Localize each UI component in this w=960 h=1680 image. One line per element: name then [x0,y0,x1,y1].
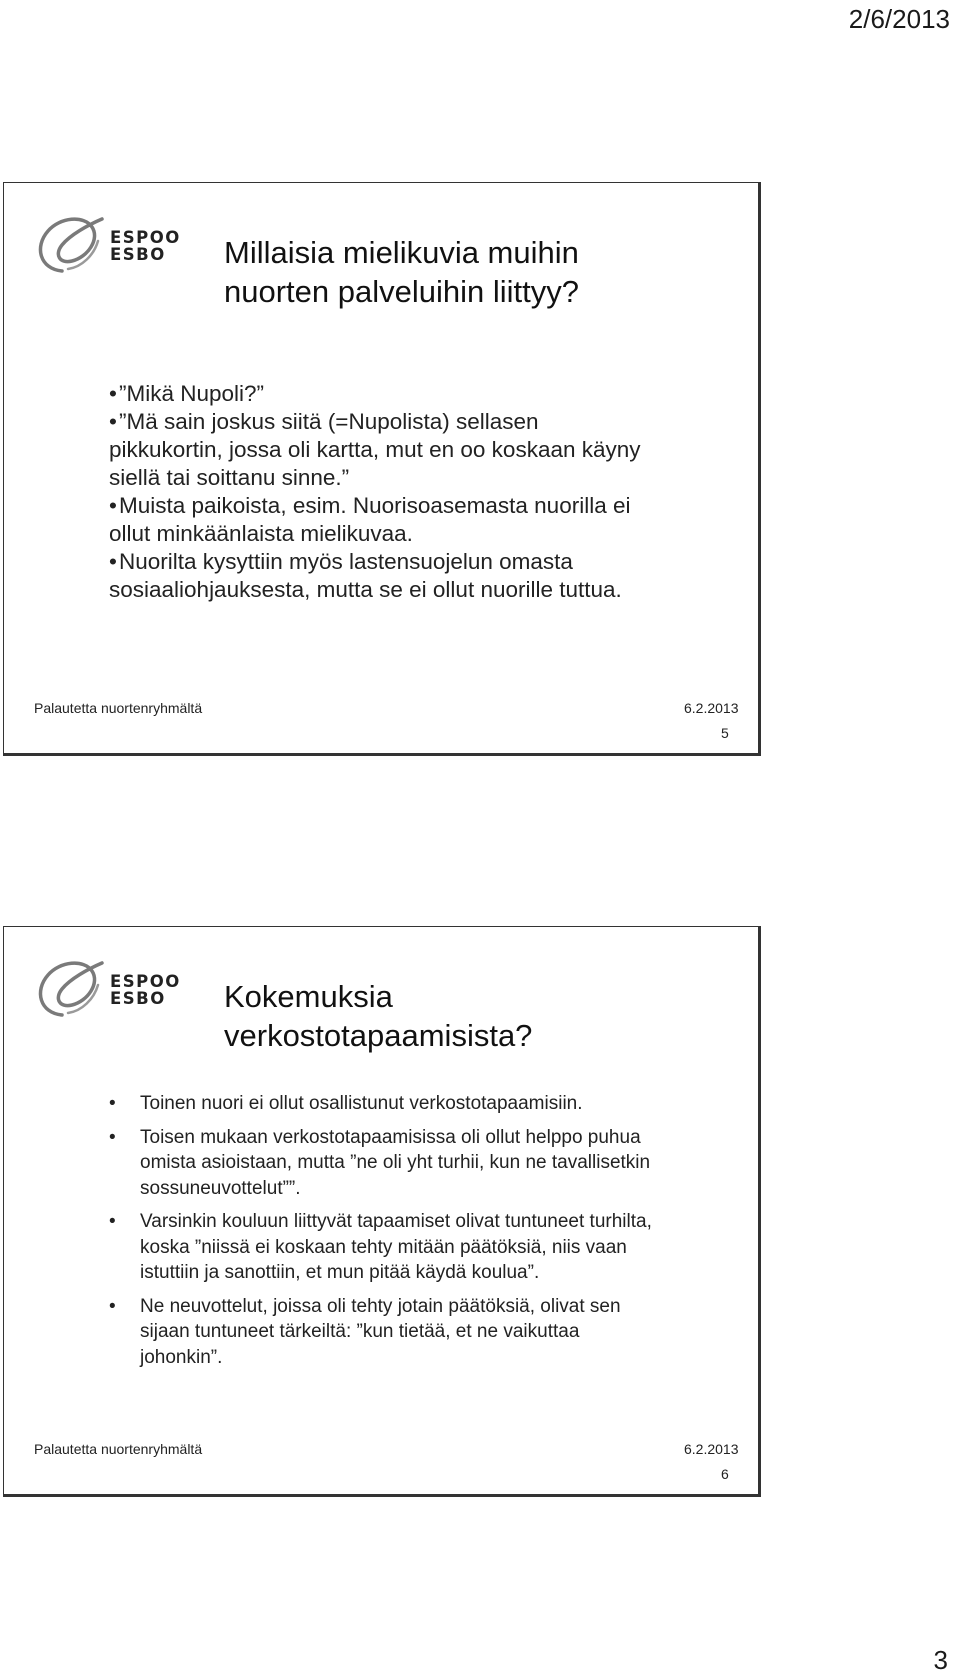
bullet-dot: • [109,1126,116,1148]
logo-text-esbo: ESBO [110,245,166,264]
bullet-item [109,1294,749,1371]
espoo-logo [32,209,182,279]
page-date: 2/6/2013 [848,4,950,34]
espoo-logo [32,953,182,1023]
slide-number: 5 [721,725,729,741]
bullet-item [109,1125,749,1202]
bullet-line: omista asioistaan, mutta ”ne oli yht turhii, kun ne tavallisetkin [140,1152,651,1173]
title-line-2: nuorten palveluihin liittyy? [224,274,579,309]
bullet-item [109,548,749,604]
bullet-dot: • [109,1211,116,1232]
bullet-dot: • [109,549,117,574]
bullet-line: koska ”niissä ei koskaan tehty mitään päätöksiä, niis vaan [140,1236,627,1258]
bullet-line: Toinen nuori ei ollut osallistunut verkostotapaamisiin. [140,1093,583,1114]
bullet-dot: • [109,381,117,406]
espoo-swirl-icon [32,953,112,1023]
logo-text-esbo: ESBO [110,989,166,1008]
bullet-line: siellä tai soittanu sinne.” [109,465,350,490]
bullet-dot: • [109,1295,116,1317]
slide-title [224,233,744,311]
slide-footer-source: Palautetta nuortenryhmältä [34,700,203,716]
slide-footer-source: Palautetta nuortenryhmältä [34,1441,203,1457]
slide-5 [3,182,761,756]
bullet-line: ”Mä sain joskus siitä (=Nupolista) sellasen [119,409,539,434]
bullet-line: Nuorilta kysyttiin myös lastensuojelun omasta [119,549,573,574]
page-number: 3 [933,1645,948,1675]
bullet-line: Muista paikoista, esim. Nuorisoasemasta nuorilla ei [119,493,631,518]
bullet-line: sijaan tuntuneet tärkeiltä: ”kun tietää, et ne vaikuttaa [140,1321,580,1342]
bullet-item [109,492,749,548]
bullet-line: Toisen mukaan verkostotapaamisissa oli ollut helppo puhua [140,1126,641,1148]
slide-footer-date: 6.2.2013 [684,1441,739,1457]
bullet-line: ollut minkäänlaista mielikuvaa. [109,521,413,546]
bullet-line: sossuneuvottelut””. [140,1177,301,1199]
bullet-dot: • [109,1093,116,1114]
title-line-2: verkostotapaamisista? [224,1018,533,1053]
bullet-item [109,1209,749,1286]
title-line-1: Millaisia mielikuvia muihin [224,235,579,270]
bullet-line: sosiaaliohjauksesta, mutta se ei ollut nuorille tuttua. [109,577,622,602]
slide-number: 6 [721,1466,729,1482]
bullet-item [109,1091,749,1117]
bullet-item [109,408,749,492]
bullet-item [109,380,749,408]
bullet-line: Varsinkin kouluun liittyvät tapaamiset olivat tuntuneet turhilta, [140,1211,652,1232]
bullet-dot: • [109,493,117,518]
bullet-list [109,1091,749,1378]
slide-6 [3,926,761,1497]
logo-text-espoo: ESPOO [110,228,181,247]
slide-footer-date: 6.2.2013 [684,700,739,716]
bullet-line: johonkin”. [140,1346,223,1368]
title-line-1: Kokemuksia [224,979,393,1014]
logo-text-espoo: ESPOO [110,972,181,991]
slide-title [224,977,744,1055]
bullet-line: pikkukortin, jossa oli kartta, mut en oo koskaan käyny [109,437,641,462]
bullet-line: istuttiin ja sanottiin, et mun pitää käydä koulua”. [140,1262,540,1283]
bullet-line: ”Mikä Nupoli?” [119,381,265,406]
bullet-dot: • [109,409,117,434]
bullet-list [109,380,749,604]
bullet-line: Ne neuvottelut, joissa oli tehty jotain päätöksiä, olivat sen [140,1295,621,1317]
espoo-swirl-icon [32,209,112,279]
